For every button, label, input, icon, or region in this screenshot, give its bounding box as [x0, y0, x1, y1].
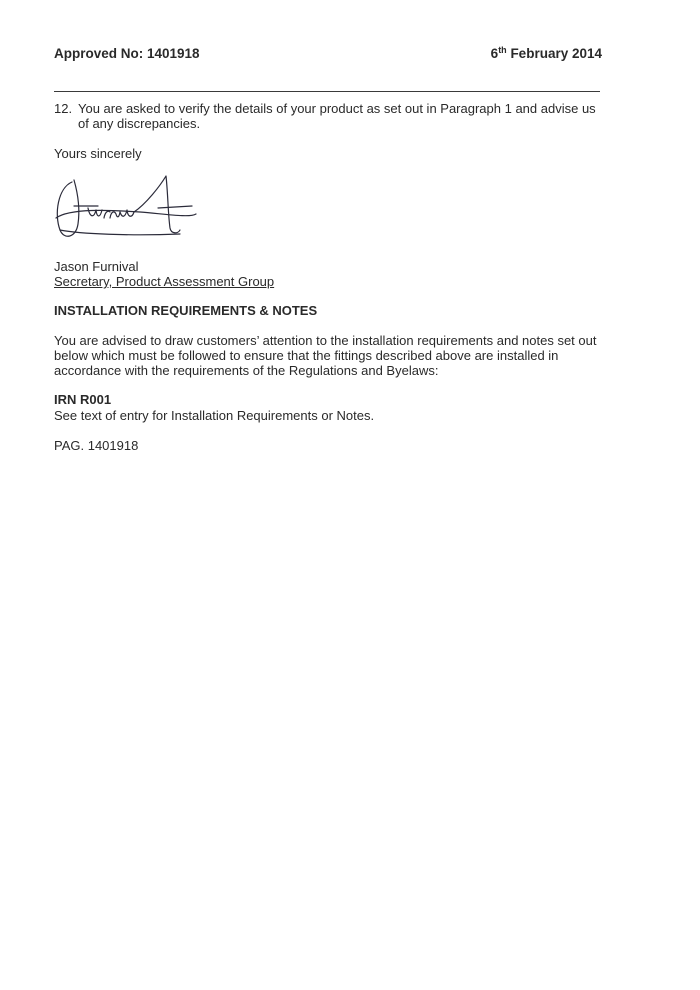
paragraph-text [78, 101, 614, 131]
paragraph-number: 12. [54, 101, 73, 116]
installation-line-2: below which must be followed to ensure that the fittings described above are installed in [54, 348, 559, 363]
page-header [54, 46, 602, 66]
installation-heading: INSTALLATION REQUIREMENTS & NOTES [54, 303, 318, 318]
signer-name: Jason Furnival [54, 259, 139, 274]
approval-number: Approved No: 1401918 [54, 46, 200, 61]
letter-date [491, 46, 602, 61]
closing-salutation: Yours sincerely [54, 146, 142, 161]
numbered-paragraph-12 [54, 101, 614, 131]
date-suffix: th [498, 45, 507, 55]
paragraph-line-2: of any discrepancies. [78, 116, 201, 131]
handwritten-signature [50, 174, 200, 244]
paragraph-line-1: You are asked to verify the details of your product as set out in Paragraph 1 and advise us [78, 101, 596, 116]
signer-block [54, 259, 614, 289]
installation-line-3: accordance with the requirements of the Regulations and Byelaws: [54, 363, 439, 378]
date-day: 6 [490, 46, 499, 61]
pag-reference: PAG. 1401918 [54, 438, 139, 453]
irn-code: IRN R001 [54, 392, 112, 407]
header-divider [54, 91, 600, 92]
signer-title: Secretary, Product Assessment Group [54, 274, 275, 289]
installation-line-1: You are advised to draw customers’ attention to the installation requirements and notes set out [54, 333, 597, 348]
date-month-year: February 2014 [506, 46, 602, 61]
installation-paragraph [54, 333, 614, 378]
irn-description: See text of entry for Installation Requirements or Notes. [54, 408, 375, 423]
